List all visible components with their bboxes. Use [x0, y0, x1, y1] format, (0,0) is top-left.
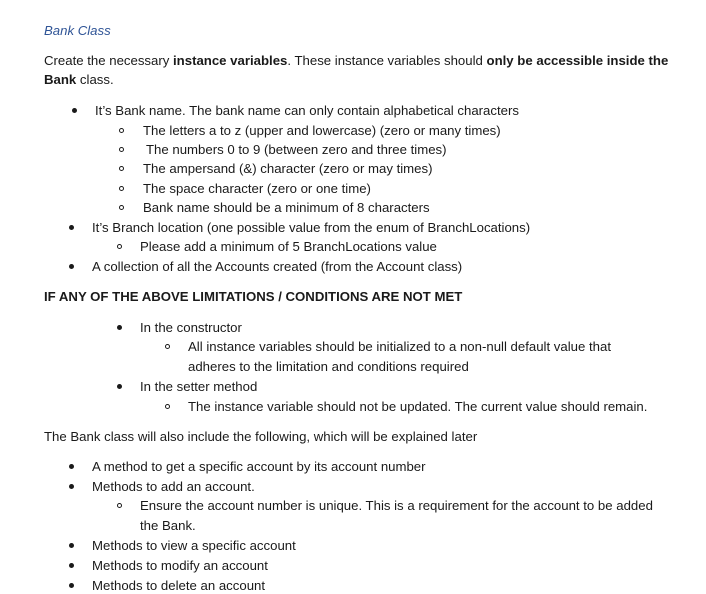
intro-text-1: Create the necessary: [44, 53, 174, 68]
bullet-icon: [69, 543, 74, 548]
list-item-unique-rule: Ensure the account number is unique. This is a requirement for the account to be added: [140, 498, 653, 513]
list-item-rule-numbers: The numbers 0 to 9 (between zero and three times): [146, 142, 447, 157]
bullet-icon: [69, 225, 74, 230]
list-item-unique-rule-cont: the Bank.: [140, 518, 196, 533]
bullet-icon: [69, 264, 74, 269]
circle-bullet-icon: [119, 147, 124, 152]
circle-bullet-icon: [117, 503, 122, 508]
list-item-bank-name: It’s Bank name. The bank name can only contain alphabetical characters: [95, 103, 519, 118]
list-item-get-account: A method to get a specific account by its account number: [92, 459, 426, 474]
intro-bold-instance-variables: instance variables: [173, 53, 288, 68]
list-item-constructor: In the constructor: [140, 320, 242, 335]
circle-bullet-icon: [119, 128, 124, 133]
bullet-icon: [69, 464, 74, 469]
bullet-icon: [117, 384, 122, 389]
intro-paragraph-line2: [44, 71, 114, 88]
circle-bullet-icon: [165, 344, 170, 349]
list-item-setter: In the setter method: [140, 379, 258, 394]
list-item-branch-location: It’s Branch location (one possible value from the enum of BranchLocations): [92, 220, 531, 235]
bullet-icon: [72, 108, 77, 113]
methods-intro: The Bank class will also include the following, which will be explained later: [44, 429, 478, 444]
bullet-icon: [69, 484, 74, 489]
bullet-icon: [117, 325, 122, 330]
intro-bold-bank: Bank: [44, 72, 77, 87]
circle-bullet-icon: [119, 205, 124, 210]
intro-text-3: class.: [76, 72, 114, 87]
list-item-rule-min-length: Bank name should be a minimum of 8 characters: [143, 200, 430, 215]
list-item-setter-rule: The instance variable should not be updated. The current value should remain.: [188, 399, 648, 414]
intro-text-2: . These instance variables should: [287, 53, 487, 68]
list-item-accounts-collection: A collection of all the Accounts created (from the Account class): [92, 259, 463, 274]
bullet-icon: [69, 583, 74, 588]
limitations-title: IF ANY OF THE ABOVE LIMITATIONS / CONDITIONS ARE NOT MET: [44, 289, 463, 304]
list-item-rule-space: The space character (zero or one time): [143, 181, 371, 196]
circle-bullet-icon: [117, 244, 122, 249]
intro-paragraph: [44, 52, 668, 69]
circle-bullet-icon: [165, 404, 170, 409]
section-heading: Bank Class: [44, 23, 111, 38]
list-item-rule-letters: The letters a to z (upper and lowercase) (zero or many times): [143, 123, 501, 138]
circle-bullet-icon: [119, 186, 124, 191]
list-item-view-account: Methods to view a specific account: [92, 538, 296, 553]
list-item-location-rule: Please add a minimum of 5 BranchLocations value: [140, 239, 437, 254]
intro-bold-accessible: only be accessible inside the: [486, 53, 669, 68]
bullet-icon: [69, 563, 74, 568]
list-item-add-account: Methods to add an account.: [92, 479, 255, 494]
circle-bullet-icon: [119, 166, 124, 171]
list-item-constructor-rule: All instance variables should be initialized to a non-null default value that: [188, 339, 611, 354]
list-item-modify-account: Methods to modify an account: [92, 558, 268, 573]
list-item-constructor-rule-cont: adheres to the limitation and conditions required: [188, 359, 469, 374]
list-item-rule-ampersand: The ampersand (&) character (zero or may times): [143, 161, 433, 176]
list-item-delete-account: Methods to delete an account: [92, 578, 266, 593]
